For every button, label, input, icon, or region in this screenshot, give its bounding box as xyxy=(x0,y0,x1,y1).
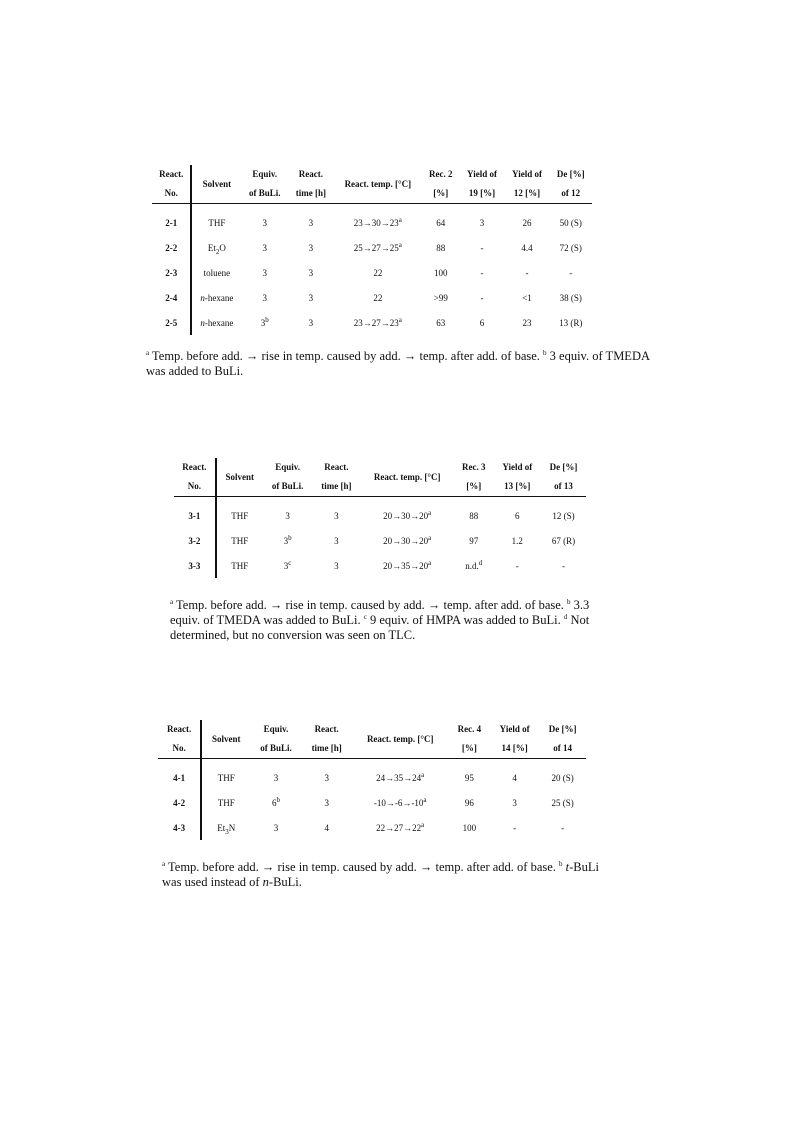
cell-yield-a: - xyxy=(480,292,484,303)
table-row xyxy=(152,235,592,260)
cell-time: 3 xyxy=(308,242,314,253)
header-react-time: React. time [h] xyxy=(288,165,333,204)
table-3 xyxy=(158,720,586,840)
cell-yield: 4 xyxy=(512,772,517,783)
header-de: De [%] of 14 xyxy=(539,720,586,759)
table-2 xyxy=(174,458,586,578)
cell-temp: $22\to 27\to 22^a$ xyxy=(376,820,425,833)
cell-yield-a: - xyxy=(480,267,484,278)
cell-solvent: THF xyxy=(217,797,235,808)
cell-react-no: 2-3 xyxy=(152,260,191,285)
cell-temp: $20\to 30\to 20^a$ xyxy=(383,533,432,546)
table-row xyxy=(158,815,586,840)
table-1 xyxy=(152,165,592,335)
cell-de: 38 (S) xyxy=(559,292,582,303)
cell-rec: 64 xyxy=(436,217,446,228)
header-rec: Rec. 2 [%] xyxy=(422,165,459,204)
header-yield-12: Yield of 12 [%] xyxy=(505,165,550,204)
cell-rec: 100 xyxy=(462,822,477,833)
cell-react-no: 3-1 xyxy=(174,497,216,529)
cell-equiv: 3 xyxy=(262,217,267,228)
cell-temp: $24\to 35\to 24^a$ xyxy=(376,770,425,783)
table-row xyxy=(174,528,586,553)
cell-react-no: 3-3 xyxy=(174,553,216,578)
header-de: De [%] of 12 xyxy=(550,165,593,204)
header-react-time: React. time [h] xyxy=(312,458,360,497)
cell-de: 12 (S) xyxy=(552,510,575,521)
cell-time: 3 xyxy=(324,797,329,808)
cell-react-no: 4-1 xyxy=(158,759,201,791)
cell-de: 50 (S) xyxy=(559,217,582,228)
cell-rec: 100 xyxy=(434,267,448,278)
cell-yield: - xyxy=(515,560,519,571)
header-equiv: Equiv. of BuLi. xyxy=(241,165,288,204)
cell-time: 3 xyxy=(334,510,339,521)
cell-rec: 96 xyxy=(464,797,474,808)
cell-temp: 22 xyxy=(373,292,383,303)
cell-yield: - xyxy=(513,822,517,833)
cell-yield-b: 23 xyxy=(522,317,532,328)
cell-time: 3 xyxy=(308,217,314,228)
footnote-1: $^a$ Temp. before add. → rise in temp. caused by add. → temp. after add. of base. $^b$ 3 equiv. of TMEDA was added to BuLi. xyxy=(146,348,650,378)
cell-de: 25 (S) xyxy=(551,797,574,808)
cell-yield-b: <1 xyxy=(522,292,532,303)
cell-rec: >99 xyxy=(433,292,448,303)
cell-yield-b: 26 xyxy=(522,217,532,228)
header-solvent: Solvent xyxy=(216,458,263,497)
cell-de: 67 (R) xyxy=(551,535,576,546)
cell-yield-b: - xyxy=(525,267,529,278)
table-row xyxy=(152,285,592,310)
header-equiv: Equiv. of BuLi. xyxy=(263,458,313,497)
cell-solvent: n-hexane xyxy=(200,292,234,303)
header-react-time: React. time [h] xyxy=(302,720,352,759)
cell-de: 20 (S) xyxy=(551,772,574,783)
cell-equiv: 3 xyxy=(262,267,267,278)
header-yield-13: Yield of 13 [%] xyxy=(494,458,542,497)
header-react-temp: React. temp. [°C] xyxy=(352,720,449,759)
cell-temp: $25\to 27\to 25^a$ xyxy=(353,240,402,253)
header-solvent: Solvent xyxy=(191,165,241,204)
cell-temp: $20\to 35\to 20^a$ xyxy=(383,558,432,571)
table-row xyxy=(152,260,592,285)
footnote-3: $^a$ Temp. before add. → rise in temp. caused by add. → temp. after add. of base. $^b$ t-BuLi was used instead of n-BuLi. xyxy=(162,859,599,889)
cell-rec: 97 xyxy=(469,535,479,546)
cell-equiv: 3$^b$ xyxy=(260,315,269,328)
cell-yield: 1.2 xyxy=(511,535,523,546)
cell-react-no: 3-2 xyxy=(174,528,216,553)
header-react-temp: React. temp. [°C] xyxy=(360,458,454,497)
header-react-no: React. No. xyxy=(174,458,216,497)
cell-equiv: 3$^c$ xyxy=(283,558,292,571)
cell-equiv: 3 xyxy=(262,242,267,253)
cell-solvent: THF xyxy=(231,510,249,521)
cell-rec: 88 xyxy=(436,242,446,253)
cell-equiv: 3$^b$ xyxy=(283,533,292,546)
table-row xyxy=(158,759,586,791)
cell-react-no: 2-4 xyxy=(152,285,191,310)
cell-react-no: 2-1 xyxy=(152,204,191,236)
cell-solvent: THF xyxy=(231,535,249,546)
cell-de: 13 (R) xyxy=(559,317,583,328)
table-row xyxy=(158,790,586,815)
header-yield-14: Yield of 14 [%] xyxy=(490,720,539,759)
header-yield-19: Yield of 19 [%] xyxy=(460,165,505,204)
cell-solvent: $Et_3N$ xyxy=(217,822,236,836)
cell-temp: $20\to 30\to 20^a$ xyxy=(383,508,432,521)
cell-rec: 63 xyxy=(436,317,446,328)
cell-yield-b: 4.4 xyxy=(521,242,533,253)
cell-time: 3 xyxy=(334,535,339,546)
cell-yield-a: 3 xyxy=(479,217,485,228)
cell-time: 3 xyxy=(308,292,314,303)
table-row xyxy=(174,497,586,529)
cell-de: - xyxy=(569,267,573,278)
cell-solvent: toluene xyxy=(203,267,231,278)
cell-yield-a: - xyxy=(480,242,484,253)
cell-equiv: 6$^b$ xyxy=(272,795,280,808)
header-de: De [%] of 13 xyxy=(541,458,586,497)
cell-equiv: 3 xyxy=(285,510,290,521)
cell-solvent: n-hexane xyxy=(200,317,234,328)
table-row xyxy=(174,553,586,578)
cell-temp: $23\to 30\to 23^a$ xyxy=(353,215,402,228)
cell-yield: 6 xyxy=(515,510,520,521)
header-rec: Rec. 4 [%] xyxy=(449,720,490,759)
cell-rec: n.d.$^d$ xyxy=(465,558,483,571)
cell-react-no: 4-3 xyxy=(158,815,201,840)
cell-equiv: 3 xyxy=(273,772,279,783)
header-equiv: Equiv. of BuLi. xyxy=(250,720,302,759)
header-react-no: React. No. xyxy=(158,720,201,759)
header-solvent: Solvent xyxy=(201,720,250,759)
cell-time: 3 xyxy=(308,267,314,278)
cell-time: 4 xyxy=(324,822,329,833)
table-row xyxy=(152,204,592,236)
cell-solvent: THF xyxy=(217,772,235,783)
cell-time: 3 xyxy=(334,560,339,571)
cell-time: 3 xyxy=(308,317,314,328)
cell-temp: $-10\to-6\to-10^a$ xyxy=(373,795,427,808)
table-row xyxy=(152,310,592,335)
header-react-temp: React. temp. [°C] xyxy=(334,165,423,204)
footnote-2: $^a$ Temp. before add. → rise in temp. caused by add. → temp. after add. of base. $^b$ 3.3 equiv. of TMEDA was added to BuLi. $^c$ 9 equiv. of HMPA was added to BuLi. $^d$ Not determined, but no conversion was seen on TLC. xyxy=(170,597,590,642)
header-rec: Rec. 3 [%] xyxy=(454,458,494,497)
cell-react-no: 2-2 xyxy=(152,235,191,260)
cell-react-no: 2-5 xyxy=(152,310,191,335)
cell-solvent: THF xyxy=(231,560,249,571)
cell-yield-a: 6 xyxy=(479,317,485,328)
cell-rec: 95 xyxy=(464,772,474,783)
cell-solvent: THF xyxy=(208,217,226,228)
cell-temp: $23\to 27\to 23^a$ xyxy=(353,315,402,328)
cell-equiv: 3 xyxy=(262,292,267,303)
cell-solvent: $Et_2O$ xyxy=(207,242,226,256)
cell-de: - xyxy=(562,560,566,571)
header-react-no: React. No. xyxy=(152,165,191,204)
cell-de: - xyxy=(561,822,565,833)
cell-react-no: 4-2 xyxy=(158,790,201,815)
cell-de: 72 (S) xyxy=(559,242,582,253)
cell-rec: 88 xyxy=(469,510,479,521)
cell-temp: 22 xyxy=(373,267,383,278)
cell-yield: 3 xyxy=(512,797,517,808)
cell-equiv: 3 xyxy=(273,822,279,833)
cell-time: 3 xyxy=(324,772,329,783)
